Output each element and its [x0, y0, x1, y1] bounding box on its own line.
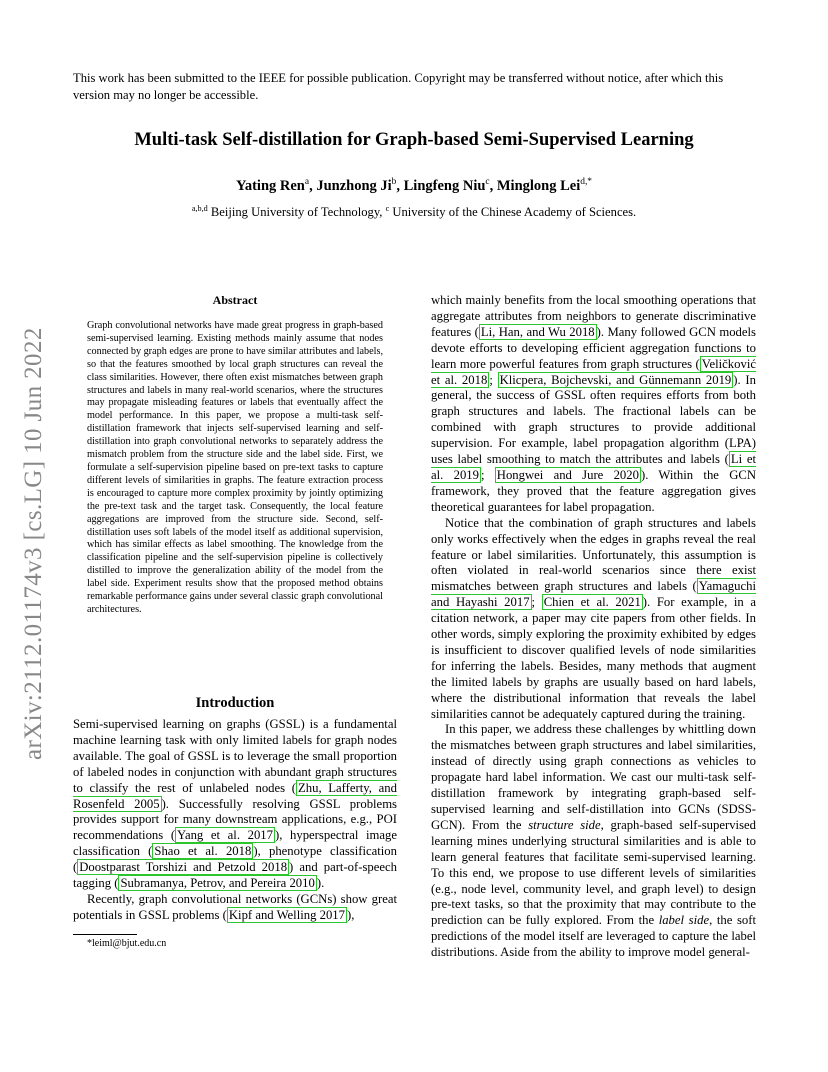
submission-notice: This work has been submitted to the IEEE for possible publication. Copyright may be transferred without notice, after which this version may no longer be accessible.: [73, 71, 724, 102]
author-sup: c: [485, 177, 490, 188]
citation-link[interactable]: Yamaguchi and Hayashi 2017: [431, 579, 756, 610]
affil-institution: University of the Chinese Academy of Sciences.: [392, 205, 637, 219]
author-name: Lingfeng Niu: [403, 178, 486, 194]
emphasis: label side: [658, 913, 710, 928]
paragraph: Semi-supervised learning on graphs (GSSL) is a fundamental machine learning task with only limited labels for graph nodes available. The goal of GSSL is to leverage the small proportion of labeled nodes in conjunction with abundant graph structures to classify the rest of unlabeled nodes ( Zhu, Lafferty, and Rosenfeld 2005 ). Successfully resolving GSSL problems provides support for many downstream applications, e.g., POI recommendations ( Yang et al. 2017 ), hyperspectral image classification ( Shao et al. 2018 ), phenotype classification ( Doostparast Torshizi and Petzold 2018 ) and part-of-speech tagging ( Subramanya, Petrov, and Pereira 2010 ).: [73, 717, 397, 891]
paper-title: Multi-task Self-distillation for Graph-based Semi-Supervised Learning: [134, 130, 694, 150]
affil-institution: Beijing University of Technology,: [210, 205, 383, 219]
citation-link[interactable]: Hongwei and Jure 2020: [496, 467, 639, 482]
citation-link[interactable]: Doostparast Torshizi and Petzold 2018: [79, 860, 288, 875]
author-name: Minglong Lei: [496, 178, 581, 194]
paragraph: Recently, graph convolutional networks (GCNs) show great potentials in GSSL problems ( Kipf and Welling 2017 ),: [73, 891, 397, 922]
citation-link[interactable]: Li, Han, and Wu 2018: [480, 324, 595, 339]
author-name: Yating Ren: [235, 178, 305, 194]
citation-link[interactable]: Subramanya, Petrov, and Pereira 2010: [120, 876, 315, 891]
footnote-rule: [73, 934, 137, 935]
right-column-body: [431, 293, 756, 961]
citation-link[interactable]: Yang et al. 2017: [177, 828, 273, 843]
footnote-email: *leiml@bjut.edu.cn: [87, 938, 167, 949]
paragraph: Notice that the combination of graph structures and labels only works effectively when the edges in graphs reveal the real feature or label similarities. Unfortunately, this assumption is often violated in real-world scenarios since there exist mismatches between graph structures and labels ( Yamaguchi and Hayashi 2017 ; Chien et al. 2021 ). For example, in a citation network, a paper may cite papers from other fields. In other words, simply exploring the proximity exhibited by edges is insufficient to discover qualified levels of node similarities for inferring the labels. Besides, many methods that augment the limited labels by graphs are usually based on hard labels, where the distributional information that reveals the label similarities cannot be adequately captured during the training.: [431, 515, 757, 721]
author-name: Junzhong Ji: [316, 178, 392, 194]
paragraph: which mainly benefits from the local smoothing operations that aggregate attributes from neighbors to generate discriminative features ( Li, Han, and Wu 2018 ). Many followed GCN models devote efforts to developing efficient aggregation functions to learn more powerful features from graph structures ( Veličković et al. 2018 ; Klicpera, Bojchevski, and Günnemann 2019 ). In general, the success of GSSL often requires efforts from both graph structures and labels. The fractional labels can be combined with graph structures to provide additional supervision. For example, label propagation algorithm (LPA) uses label smoothing to match the attributes and labels ( Li et al. 2019 ; Hongwei and Jure 2020 ). Within the GCN framework, they proved that the feature aggregation gives theoretical guarantees for label propagation.: [431, 293, 756, 514]
paragraph: In this paper, we address these challenges by whittling down the mismatches between graph structures and label similarities, instead of directly using graph connections as vehicles to propagate hard label information. We cast our multi-task self-distillation framework by integrating graph-based self-supervised learning and self-distillation into GCNs (SDSS-GCN). From the structure side, graph-based self-supervised learning mines underlying structural similarities and is able to learn general features that facilitate semi-supervised learning. To this end, we propose to use different levels of similarities (e.g., node level, community level, and graph level) to design pre-text tasks, so that the proximity that may contribute to the prediction can be fully explored. From the label side, the soft predictions of the model itself are leveraged to capture the label distributions. Aside from the ability to improve model general-: [431, 722, 756, 960]
emphasis: structure side: [528, 817, 601, 832]
citation-link[interactable]: Zhu, Lafferty, and Rosenfeld 2005: [73, 780, 397, 811]
affil-sup: a,b,d: [191, 203, 208, 213]
author-sup: d,*: [580, 177, 593, 188]
author-list: Yating Ren$^a$, Junzhong Ji$^b$, Lingfeng Niu$^c$, Minglong Lei$^{d,*}$: [235, 177, 593, 194]
arxiv-identifier: arXiv:2112.01174v3 [cs.LG] 10 Jun 2022: [20, 327, 47, 760]
affil-sup: c: [385, 203, 390, 213]
citation-link[interactable]: Veličković et al. 2018: [431, 356, 756, 387]
author-sup: a: [304, 177, 310, 188]
introduction-body: [73, 717, 397, 924]
abstract-text: Graph convolutional networks have made great progress in graph-based semi-supervised learning. Existing methods mainly assume that nodes connected by graph edges are prone to have similar attributes and labels, so that the features smoothed by local graph structures can reveal the class similarities. However, there often exist mismatches between graph structures and labels in many real-world scenarios, where the structures may propagate misleading features or labels that eventually affect the model performance. In this paper, we propose a multi-task self-distillation framework that injects self-supervised learning and self-distillation into graph convolutional networks to separately address the mismatch problem from the structure side and the label side. First, we formulate a self-supervision pipeline based on pre-text tasks to capture different levels of similarities in graphs. The feature extraction process is encouraged to capture more complex proximity by jointly optimizing the pre-text task and the target task. Consequently, the local feature aggregations are improved from the structure side. Second, self-distillation uses soft labels of the model itself as additional supervision, which has similar effects as label smoothing. The knowledge from the classification pipeline and the self-supervision pipeline is collectively distilled to improve the generalization ability of the model from the label side. Experiment results show that the proposed method obtains remarkable performance gains under several classic graph convolutional architectures.: [87, 320, 383, 615]
affiliations: [0, 205, 828, 220]
citation-link[interactable]: Shao et al. 2018: [154, 844, 252, 859]
citation-link[interactable]: Li et al. 2019: [431, 452, 756, 482]
introduction-heading: Introduction: [195, 695, 275, 711]
abstract-heading: Abstract: [212, 293, 258, 307]
citation-link[interactable]: Klicpera, Bojchevski, and Günnemann 2019: [499, 372, 732, 387]
citation-link[interactable]: Kipf and Welling 2017: [228, 907, 345, 922]
citation-link[interactable]: Chien et al. 2021: [543, 595, 641, 610]
author-sup: b: [391, 177, 397, 188]
